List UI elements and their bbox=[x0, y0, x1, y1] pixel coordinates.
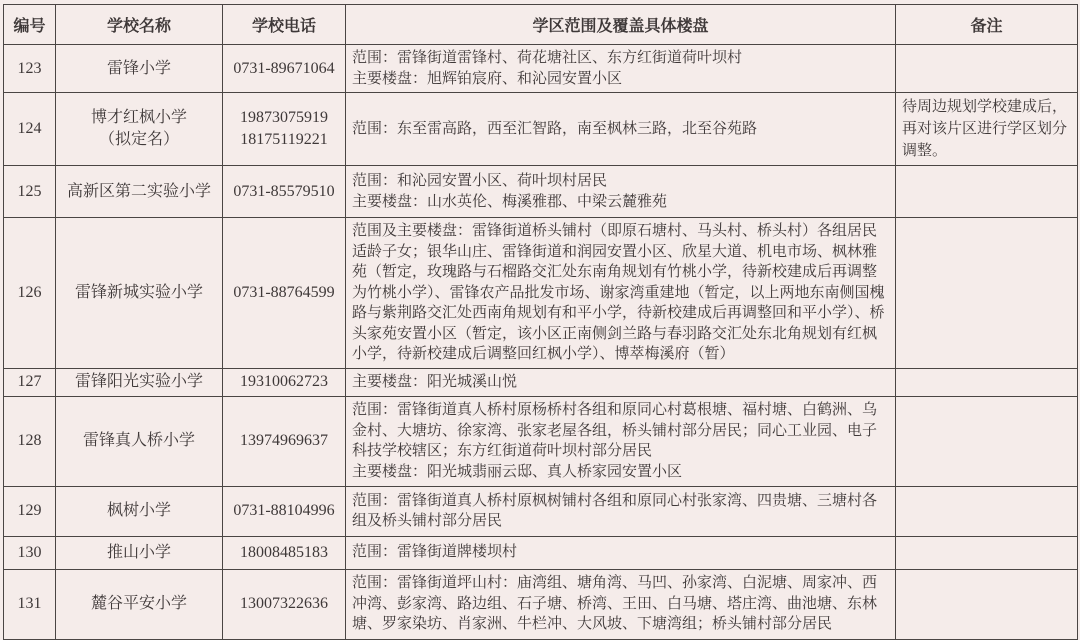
school-phone: 19873075919 18175119221 bbox=[223, 93, 346, 166]
range-line: 主要楼盘：阳光城溪山悦 bbox=[352, 373, 518, 390]
school-name: 雷锋小学 bbox=[56, 45, 223, 93]
school-name: 推山小学 bbox=[56, 536, 223, 569]
district-range bbox=[346, 368, 896, 396]
school-name: 博才红枫小学 （拟定名） bbox=[56, 93, 223, 166]
note-cell bbox=[896, 569, 1078, 639]
table-row bbox=[4, 218, 1078, 369]
note-cell bbox=[896, 396, 1078, 486]
header-row bbox=[4, 5, 1078, 45]
table-row bbox=[4, 45, 1078, 93]
school-phone: 0731-89671064 bbox=[223, 45, 346, 93]
range-line: 范围：雷锋街道牌楼坝村 bbox=[352, 544, 518, 561]
district-range bbox=[346, 486, 896, 536]
school-phone: 0731-85579510 bbox=[223, 166, 346, 218]
school-name: 雷锋真人桥小学 bbox=[56, 396, 223, 486]
school-id: 126 bbox=[4, 218, 56, 369]
school-name: 麓谷平安小学 bbox=[56, 569, 223, 639]
note-cell bbox=[896, 45, 1078, 93]
range-line: 范围：东至雷高路，西至汇智路，南至枫林三路，北至谷苑路 bbox=[352, 120, 758, 137]
table-row bbox=[4, 569, 1078, 639]
header-id: 编号 bbox=[4, 5, 56, 45]
district-range bbox=[346, 93, 896, 166]
note-cell bbox=[896, 486, 1078, 536]
school-name: 雷锋阳光实验小学 bbox=[56, 368, 223, 396]
range-line: 范围：雷锋街道坪山村：庙湾组、塘角湾、马凹、孙家湾、白泥塘、周家冲、西冲湾、彭家湾、路边组、石子塘、桥湾、王田、白马塘、塔庄湾、曲池塘、东林塘、罗家染坊、肖家洲、牛栏冲、大风坡、下塘湾组；桥头铺村部分居民 bbox=[352, 575, 878, 633]
range-line: 范围：雷锋街道真人桥村原杨桥村各组和原同心村葛根塘、福村塘、白鹤洲、乌金村、大塘坊、徐家湾、张家老屋各组，桥头铺村部分居民；同心工业园、电子科技学校辖区；东方红街道荷叶坝村部分居民 bbox=[352, 402, 878, 459]
table-row bbox=[4, 396, 1078, 486]
note-cell: 待周边规划学校建成后，再对该片区进行学区划分调整。 bbox=[896, 93, 1078, 166]
table-row bbox=[4, 486, 1078, 536]
school-phone: 13007322636 bbox=[223, 569, 346, 639]
district-range bbox=[346, 536, 896, 569]
district-range bbox=[346, 218, 896, 369]
school-id: 125 bbox=[4, 166, 56, 218]
school-phone: 0731-88104996 bbox=[223, 486, 346, 536]
school-id: 130 bbox=[4, 536, 56, 569]
note-cell bbox=[896, 536, 1078, 569]
estates-line: 主要楼盘：阳光城翡丽云邸、真人桥家园安置小区 bbox=[352, 463, 683, 480]
school-phone: 19310062723 bbox=[223, 368, 346, 396]
range-line: 范围：雷锋街道真人桥村原枫树铺村各组和原同心村张家湾、四贵塘、三塘村各组及桥头铺村部分居民 bbox=[352, 492, 878, 529]
school-phone: 13974969637 bbox=[223, 396, 346, 486]
district-range bbox=[346, 45, 896, 93]
estates-line: 主要楼盘：山水英伦、梅溪雅郡、中梁云麓雅苑 bbox=[352, 193, 668, 210]
header-note: 备注 bbox=[896, 5, 1078, 45]
district-range bbox=[346, 166, 896, 218]
school-phone: 18008485183 bbox=[223, 536, 346, 569]
school-id: 128 bbox=[4, 396, 56, 486]
school-name: 雷锋新城实验小学 bbox=[56, 218, 223, 369]
district-range bbox=[346, 396, 896, 486]
school-id: 124 bbox=[4, 93, 56, 166]
school-id: 127 bbox=[4, 368, 56, 396]
header-district-range: 学区范围及覆盖具体楼盘 bbox=[346, 5, 896, 45]
estates-line: 主要楼盘：旭辉铂宸府、和沁园安置小区 bbox=[352, 70, 623, 87]
table-row bbox=[4, 536, 1078, 569]
school-district-table bbox=[3, 4, 1078, 640]
note-cell bbox=[896, 368, 1078, 396]
school-name: 高新区第二实验小学 bbox=[56, 166, 223, 218]
note-cell bbox=[896, 166, 1078, 218]
school-name: 枫树小学 bbox=[56, 486, 223, 536]
note-cell bbox=[896, 218, 1078, 369]
district-range bbox=[346, 569, 896, 639]
school-id: 123 bbox=[4, 45, 56, 93]
header-school-phone: 学校电话 bbox=[223, 5, 346, 45]
table-row bbox=[4, 368, 1078, 396]
school-phone: 0731-88764599 bbox=[223, 218, 346, 369]
school-id: 131 bbox=[4, 569, 56, 639]
range-line: 范围：和沁园安置小区、荷叶坝村居民 bbox=[352, 173, 608, 189]
school-id: 129 bbox=[4, 486, 56, 536]
table-row bbox=[4, 166, 1078, 218]
table-row bbox=[4, 93, 1078, 166]
header-school-name: 学校名称 bbox=[56, 5, 223, 45]
range-line: 范围及主要楼盘：雷锋街道桥头铺村（即原石塘村、马头村、桥头村）各组居民适龄子女；银华山庄、雷锋街道和润园安置小区、欣星大道、机电市场、枫林雅苑（暂定，玫瑰路与石榴路交汇处东南角规划有竹桃小学，待新校建成后再调整为竹桃小学）、雷锋农产品批发市场、谢家湾重建地（暂定，以上两地东南侧国槐路与紫荆路交汇处西南角规划有和平小学，待新校建成后再调整回和平小学）、桥头家苑安置小区（暂定，该小区正南侧剑兰路与春羽路交汇处东北角规划有红枫小学，待新校建成后调整回红枫小学）、博萃梅溪府（暂） bbox=[352, 223, 885, 362]
range-line: 范围：雷锋街道雷锋村、荷花塘社区、东方红街道荷叶坝村 bbox=[352, 50, 743, 66]
